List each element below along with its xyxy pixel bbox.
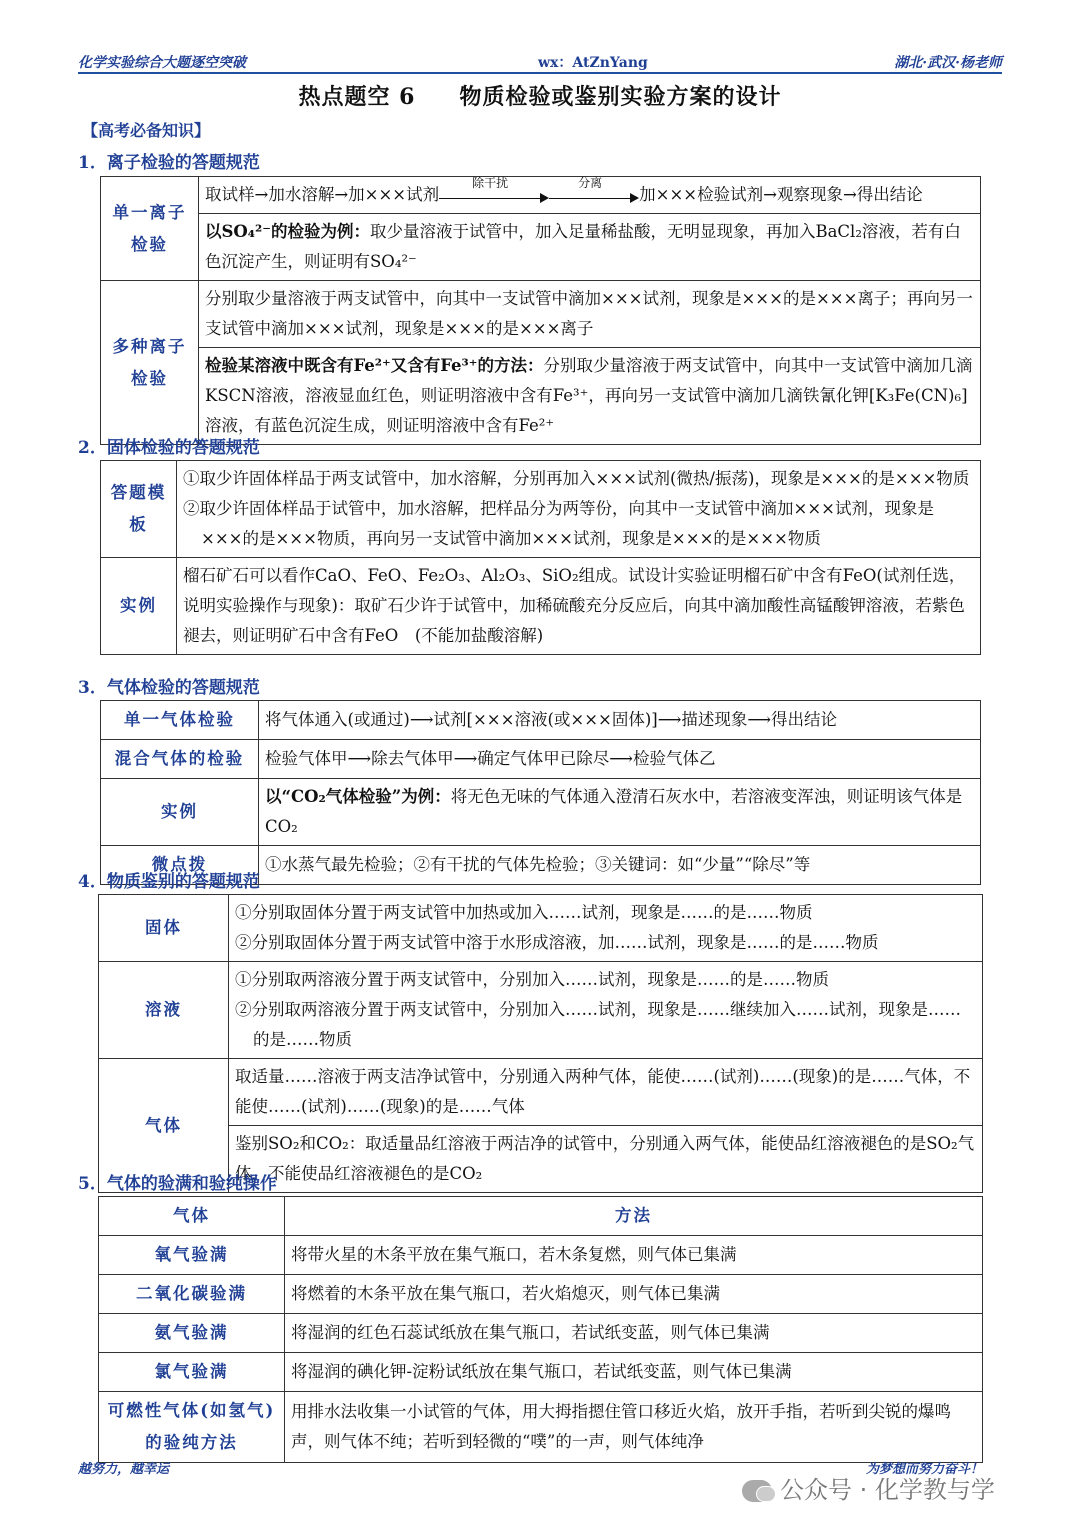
section4-heading: 4．物质鉴别的答题规范: [78, 872, 260, 892]
template-item-1: ①取少许固体样品于两支试管中，加水溶解，分别再加入×××试剂(微热/振荡)，现象是×××的是×××物质: [183, 469, 970, 488]
solid-item-1: ①分别取固体分置于两支试管中加热或加入……试剂，现象是……的是……物质: [235, 903, 813, 922]
watermark-text: 公众号 · 化学教与学: [780, 1476, 995, 1504]
oxygen-label: 氧气验满: [99, 1236, 285, 1275]
gas-full-purity-table: [98, 1196, 983, 1463]
gas-general: 取适量……溶液于两支洁净试管中，分别通入两种气体，能使……(试剂)……(现象)的是……气体，不能使……(试剂)……(现象)的是……气体: [229, 1059, 983, 1126]
ion-test-table: [100, 176, 981, 445]
solution-item-2: ②分别取两溶液分置于两支试管中，分别加入……试剂，现象是……继续加入……试剂，现象是……的是……物质: [235, 1000, 961, 1049]
iron-example-lead: 检验某溶液中既含有Fe²⁺又含有Fe³⁺的方法：: [205, 356, 544, 375]
oxygen-method: 将带火星的木条平放在集气瓶口，若木条复燃，则气体已集满: [285, 1236, 983, 1275]
ammonia-method: 将湿润的红色石蕊试纸放在集气瓶口，若试纸变蓝，则气体已集满: [285, 1314, 983, 1353]
col-gas-header: 气体: [99, 1197, 285, 1236]
section5-heading: 5．气体的验满和验纯操作: [78, 1174, 277, 1194]
chlorine-method: 将湿润的碘化钾-淀粉试纸放在集气瓶口，若试纸变蓝，则气体已集满: [285, 1353, 983, 1392]
footer-left: 越努力，越幸运: [78, 1462, 170, 1477]
garnet-example: 榴石矿石可以看作CaO、FeO、Fe₂O₃、Al₂O₃、SiO₂组成。试设计实验证明榴石矿中含有FeO(试剂任选，说明实验操作与现象)：取矿石少许于试管中，加稀硫酸充分反应后，向其中滴加酸性高锰酸钾溶液，若紫色褪去，则证明矿石中含有FeO (不能加盐酸溶解): [177, 558, 981, 655]
co2-example-lead: 以“CO₂气体检验”为例：: [265, 787, 451, 806]
col-method-header: 方法: [285, 1197, 983, 1236]
hydrogen-label: 可燃性气体(如氢气)的验纯方法: [99, 1392, 285, 1463]
section1-heading: 1．离子检验的答题规范: [78, 153, 260, 173]
arrow-label-1: 除干扰: [472, 175, 509, 190]
mixed-gas-label: 混合气体的检验: [101, 740, 259, 779]
arrow-label-2: 分离: [578, 175, 603, 190]
identification-table: [98, 894, 983, 1193]
gas-test-table: [100, 700, 981, 885]
section3-heading: 3．气体检验的答题规范: [78, 678, 260, 698]
sulfate-example: [199, 214, 981, 281]
solution-item-1: ①分别取两溶液分置于两支试管中，分别加入……试剂，现象是……的是……物质: [235, 970, 829, 989]
co2-method: 将燃着的木条平放在集气瓶口，若火焰熄灭，则气体已集满: [285, 1275, 983, 1314]
header-center: wx：AtZnYang: [538, 55, 648, 71]
hydrogen-method: 用排水法收集一小试管的气体，用大拇指摁住管口移近火焰，放开手指，若听到尖锐的爆鸣声，则气体不纯；若听到轻微的“噗”的一声，则气体纯净: [285, 1392, 983, 1463]
mixed-gas-text: 检验气体甲⟶除去气体甲⟶确定气体甲已除尽⟶检验气体乙: [259, 740, 981, 779]
header-right: 湖北·武汉·杨老师: [894, 55, 1002, 71]
iron-example: [199, 348, 981, 445]
section2-heading: 2．固体检验的答题规范: [78, 438, 260, 458]
solid-test-table: [100, 460, 981, 655]
tip-label: 微点拨: [101, 846, 259, 885]
sulfate-example-lead: 以SO₄²⁻的检验为例：: [205, 222, 370, 241]
single-ion-flow: [199, 177, 981, 214]
flow-part-b: 加×××检验试剂→观察现象→得出结论: [639, 185, 923, 204]
multi-ion-text: 分别取少量溶液于两支试管中，向其中一支试管中滴加×××试剂，现象是×××的是×××离子；再向另一支试管中滴加×××试剂，现象是×××的是×××离子: [199, 281, 981, 348]
page-header: [78, 52, 1002, 74]
single-gas-text: 将气体通入(或通过)⟶试剂[×××溶液(或×××固体)]⟶描述现象⟶得出结论: [259, 701, 981, 740]
gas-label: 气体: [99, 1059, 229, 1193]
single-ion-label: 单一离子检验: [101, 177, 199, 281]
arrow-remove-interference: [439, 175, 549, 205]
gas-example-label: 实例: [101, 779, 259, 846]
flow-part-a: 取试样→加水溶解→加×××试剂: [205, 185, 440, 204]
chlorine-label: 氯气验满: [99, 1353, 285, 1392]
solid-label: 固体: [99, 895, 229, 962]
section-tag: 【高考必备知识】: [82, 121, 211, 140]
iron-example-text: 分别取少量溶液于两支试管中，向其中一支试管中滴加几滴KSCN溶液，溶液显血红色，则证明溶液中含有Fe³⁺，再向另一支试管中滴加几滴铁氰化钾[K₃Fe(CN)₆]溶液，有蓝色沉淀生成，则证明溶液中含有Fe²⁺: [205, 356, 973, 435]
solid-item-2: ②分别取固体分置于两支试管中溶于水形成溶液，加……试剂，现象是……的是……物质: [235, 933, 879, 952]
arrow-separate: [549, 175, 639, 205]
solid-text: [229, 895, 983, 962]
header-left: 化学实验综合大题逐空突破: [78, 55, 246, 71]
title-text: 物质检验或鉴别实验方案的设计: [459, 84, 782, 110]
template-label: 答题模板: [101, 461, 177, 558]
template-text: [177, 461, 981, 558]
example-label: 实例: [101, 558, 177, 655]
tip-text: ①水蒸气最先检验；②有干扰的气体先检验；③关键词：如“少量”“除尽”等: [259, 846, 981, 885]
template-item-2: ②取少许固体样品于试管中，加水溶解，把样品分为两等份，向其中一支试管中滴加×××试剂，现象是×××的是×××物质，再向另一支试管中滴加×××试剂，现象是×××的是×××物质: [183, 499, 934, 548]
page-title: [0, 80, 1080, 111]
so2-co2-example: 鉴别SO₂和CO₂：取适量品红溶液于两洁净的试管中，分别通入两气体，能使品红溶液褪色的是SO₂气体，不能使品红溶液褪色的是CO₂: [229, 1126, 983, 1193]
title-number: 热点题空 6: [298, 84, 416, 110]
single-gas-label: 单一气体检验: [101, 701, 259, 740]
watermark: [742, 1470, 995, 1505]
sulfate-example-text: 取少量溶液于试管中，加入足量稀盐酸，无明显现象，再加入BaCl₂溶液，若有白色沉淀产生，则证明有SO₄²⁻: [205, 222, 961, 271]
solution-text: [229, 962, 983, 1059]
multi-ion-label: 多种离子检验: [101, 281, 199, 445]
ammonia-label: 氨气验满: [99, 1314, 285, 1353]
co2-label: 二氧化碳验满: [99, 1275, 285, 1314]
co2-example-text: 将无色无味的气体通入澄清石灰水中，若溶液变浑浊，则证明该气体是CO₂: [265, 787, 963, 836]
co2-example: [259, 779, 981, 846]
solution-label: 溶液: [99, 962, 229, 1059]
wechat-icon: [742, 1480, 772, 1502]
footer-right: 为梦想而努力奋斗！: [866, 1462, 984, 1477]
